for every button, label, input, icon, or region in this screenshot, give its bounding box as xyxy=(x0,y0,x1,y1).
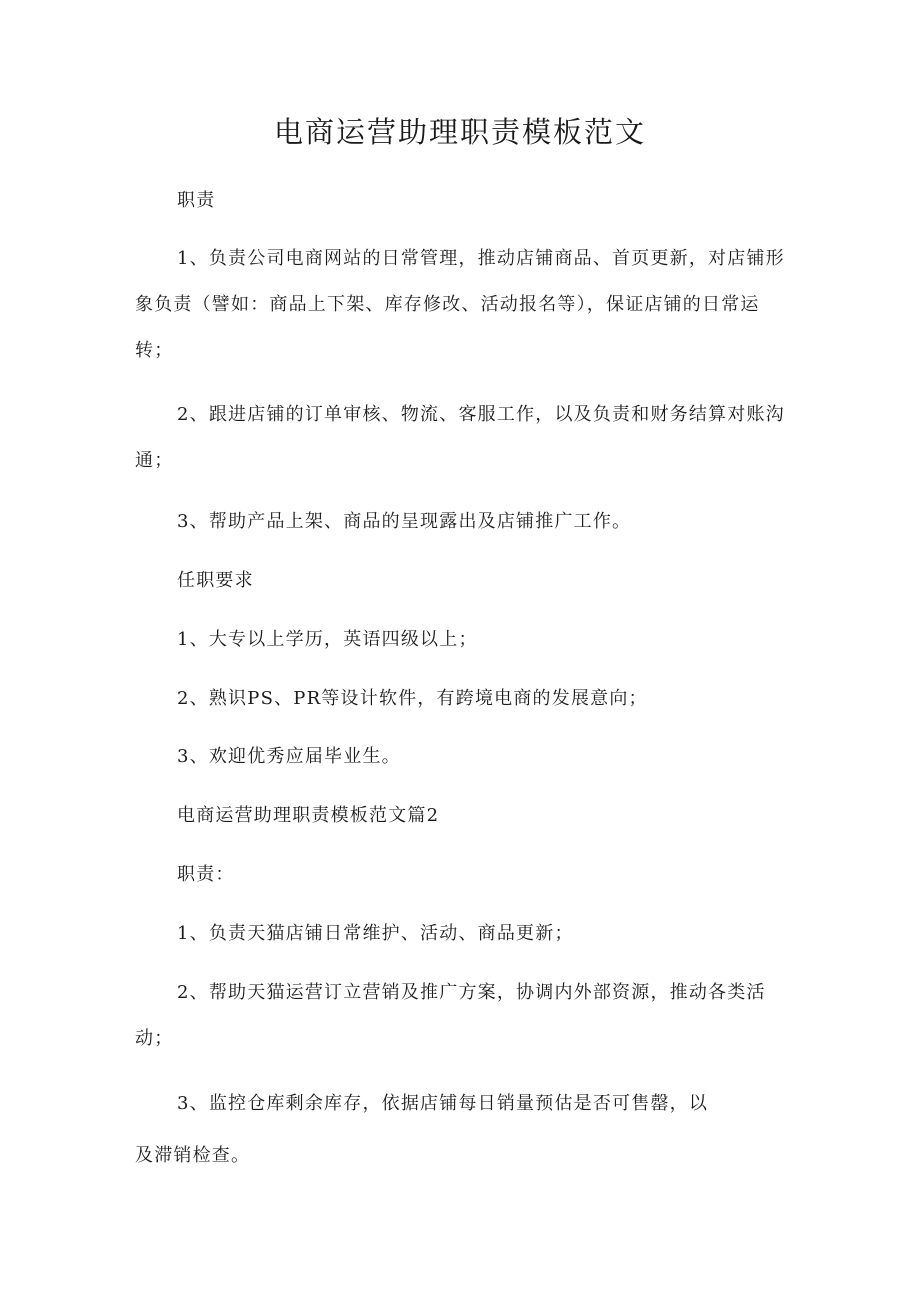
section-heading-requirements: 任职要求 xyxy=(177,570,254,591)
duty-item-3: 3、帮助产品上架、商品的呈现露出及店铺推广工作。 xyxy=(177,511,632,532)
section-heading-template-2: 电商运营助理职责模板范文篇2 xyxy=(177,805,440,826)
duty2-item-2: 2、帮助天猫运营订立营销及推广方案，协调内外部资源，推动各类活动； xyxy=(135,982,766,1049)
document-title: 电商运营助理职责模板范文 xyxy=(273,115,646,149)
duty2-item-1: 1、负责天猫店铺日常维护、活动、商品更新； xyxy=(177,923,574,944)
duty2-item-3-continuation: 及滞销检查。 xyxy=(135,1145,251,1166)
requirement-item-3: 3、欢迎优秀应届毕业生。 xyxy=(177,746,401,767)
duty-item-1: 1、负责公司电商网站的日常管理，推动店铺商品、首页更新，对店铺形象负责（譬如：商品上下架、库存修改、活动报名等），保证店铺的日常运转； xyxy=(135,248,785,361)
requirement-item-1: 1、大专以上学历，英语四级以上； xyxy=(177,629,478,650)
section-heading-duties: 职责 xyxy=(177,190,216,211)
requirement-item-2: 2、熟识PS、PR等设计软件，有跨境电商的发展意向； xyxy=(177,688,648,709)
duty2-item-3: 3、监控仓库剩余库存，依据店铺每日销量预估是否可售罄，以 xyxy=(177,1093,709,1114)
section-heading-duties-2: 职责： xyxy=(177,864,235,885)
duty-item-2: 2、跟进店铺的订单审核、物流、客服工作，以及负责和财务结算对账沟通； xyxy=(135,404,785,471)
